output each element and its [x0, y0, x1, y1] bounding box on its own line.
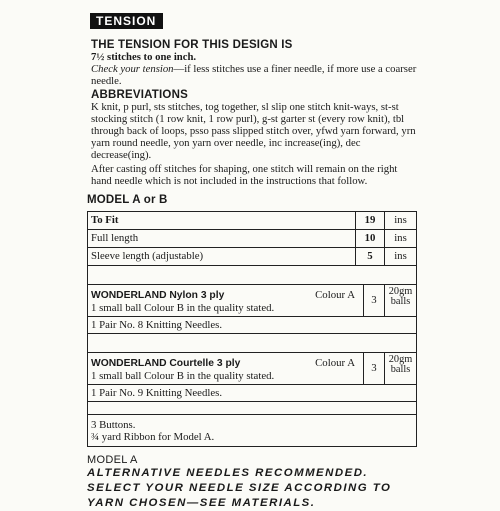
tension-check-label: Check your tension: [91, 62, 174, 75]
yarn-unit: 20gm balls: [384, 353, 416, 384]
needle-row-courtelle: 1 Pair No. 9 Knitting Needles.: [88, 385, 416, 402]
yarn-qty: 3: [363, 285, 384, 316]
yarn-block-courtelle: [88, 353, 416, 385]
yarn-label: [88, 285, 363, 316]
yarn-label: [88, 353, 363, 384]
size-label: Sleeve length (adjustable): [91, 250, 204, 263]
needle-row-nylon: 1 Pair No. 8 Knitting Needles.: [88, 317, 416, 334]
materials-table: [87, 211, 417, 447]
tension-banner: TENSION: [90, 13, 163, 29]
abbreviations-heading: ABBREVIATIONS: [91, 89, 188, 102]
ribbon-note: ¾ yard Ribbon for Model A.: [91, 430, 215, 443]
alt-needles-line-2: SELECT YOUR NEEDLE SIZE ACCORDING TO: [87, 481, 392, 494]
abbreviations-text: K knit, p purl, sts stitches, tog together, sl slip one stitch knit-ways, st-st stocking stitch (1 row knit, 1 row purl), g-st garter st (every row knit), tbl through back of loops, psso pass slipped stitch over, yfwd yarn forward, yrn yarn round needle, yon yarn over needle, inc increase(ing), dec decrease(ing).: [91, 101, 416, 161]
size-unit: ins: [384, 230, 416, 247]
pattern-page: [87, 12, 417, 511]
yarn-colour: Colour A: [315, 356, 355, 369]
yarn-name: WONDERLAND Courtelle 3 ply: [91, 357, 241, 369]
tension-stitches: 7½ stitches to one inch.: [91, 51, 197, 63]
size-value: 10: [355, 230, 384, 247]
yarn-note: 1 small ball Colour B in the quality stated.: [91, 301, 275, 314]
model-a-label: MODEL A: [87, 453, 138, 466]
table-spacer: [88, 334, 416, 353]
tension-check: [91, 64, 417, 88]
size-value: 19: [355, 212, 384, 229]
tension-check-text: —if less stitches use a finer needle, if more use a coarser needle.: [91, 62, 417, 87]
size-label: Full length: [91, 232, 139, 245]
table-spacer: [88, 402, 416, 415]
yarn-block-nylon: [88, 285, 416, 317]
table-row: [88, 230, 416, 248]
table-row: [88, 248, 416, 266]
yarn-colour: Colour A: [315, 288, 355, 301]
model-heading: MODEL A or B: [87, 193, 168, 206]
casting-off-note: After casting off stitches for shaping, one stitch will remain on the right hand needle which is not included in the instructions that follow.: [91, 163, 398, 188]
extras: [88, 415, 416, 446]
yarn-unit: 20gm balls: [384, 285, 416, 316]
size-label: To Fit: [91, 214, 119, 227]
buttons-note: 3 Buttons.: [91, 418, 136, 431]
yarn-note: 1 small ball Colour B in the quality stated.: [91, 369, 275, 382]
size-value: 5: [355, 248, 384, 265]
table-spacer: [88, 266, 416, 285]
table-row: [88, 212, 416, 230]
size-unit: ins: [384, 248, 416, 265]
tension-heading: THE TENSION FOR THIS DESIGN IS: [91, 39, 293, 51]
yarn-name: WONDERLAND Nylon 3 ply: [91, 289, 225, 301]
size-unit: ins: [384, 212, 416, 229]
alt-needles-line-3: YARN CHOSEN—SEE MATERIALS.: [87, 496, 316, 509]
yarn-qty: 3: [363, 353, 384, 384]
alt-needles-line-1: ALTERNATIVE NEEDLES RECOMMENDED.: [87, 466, 369, 479]
